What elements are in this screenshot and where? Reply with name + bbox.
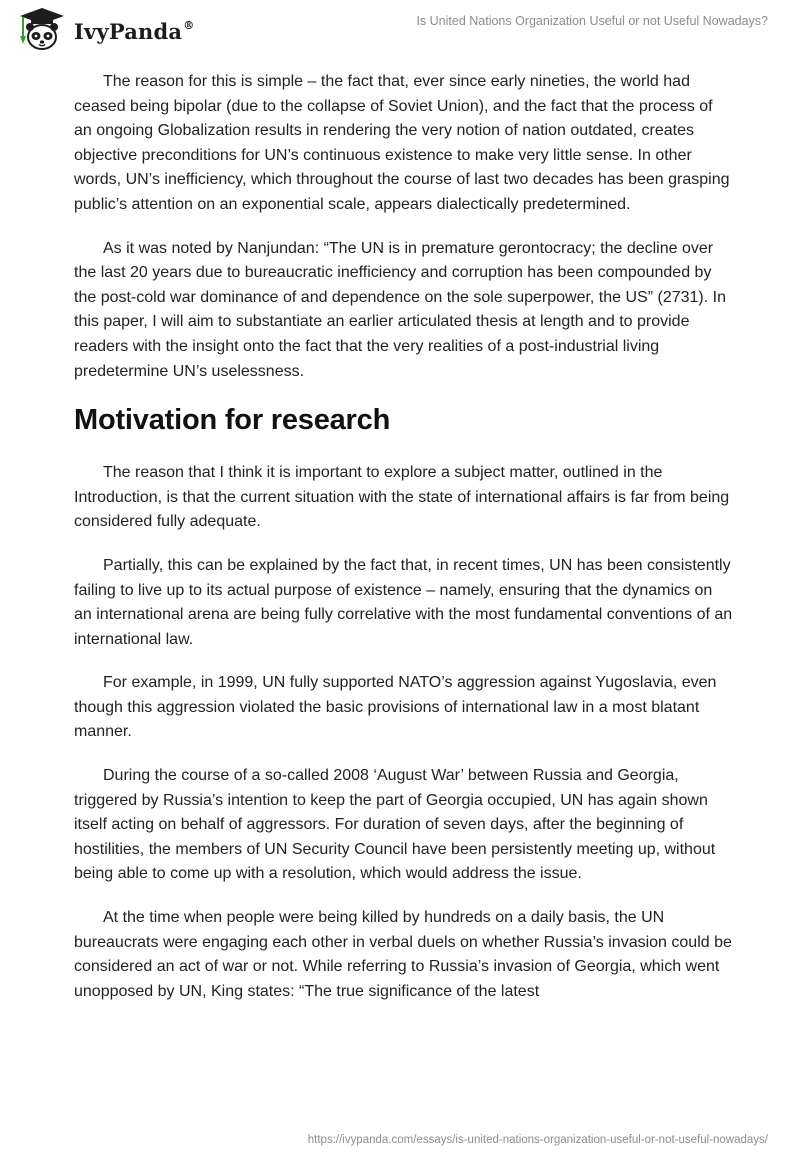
logo-text [74, 19, 194, 44]
page-header [0, 0, 800, 60]
panda-graduate-icon [12, 6, 72, 54]
paragraph: Partially, this can be explained by the fact that, in recent times, UN has been consistently failing to live up to its actual purpose of existence – namely, ensuring that the dynamics on an international arena are being fully correlative with the most fundamental conventions of an international law. [74, 556, 733, 648]
logo-name: IvyPanda [74, 18, 183, 44]
paragraph: The reason for this is simple – the fact that, ever since early nineties, the world had ceased being bipolar (due to the collapse of Soviet Union), and the fact that the process of an ongoing Globalization results in rendering the very notion of nation outdated, creates objective preconditions for UN’s continuous existence to make very little sense. In other words, UN’s inefficiency, which throughout the course of last two decades has been grasping public’s attention on an exponential scale, appears dialectically predetermined. [74, 73, 730, 213]
paragraph: For example, in 1999, UN fully supported NATO’s aggression against Yugoslavia, even though this aggression violated the basic provisions of international law in a most blatant manner. [74, 674, 717, 741]
paragraph: During the course of a so-called 2008 ‘August War’ between Russia and Georgia, triggered by Russia’s intention to keep the part of Georgia occupied, UN has again shown itself acting on behalf of aggressors. For duration of seven days, after the beginning of hostilities, the members of UN Security Council have been persistently meeting up, without being able to come up with a resolution, which would address the issue. [74, 767, 716, 883]
paragraph: At the time when people were being killed by hundreds on a daily basis, the UN bureaucrats were engaging each other in verbal duels on whether Russia’s invasion could be considered an act of war or not. While referring to Russia’s invasion of Georgia, which went unopposed by UN, King states: “The true significance of the latest [74, 909, 732, 1000]
essay-content [74, 70, 734, 1023]
document-title: Is United Nations Organization Useful or not Useful Nowadays? [416, 14, 768, 28]
section-heading: Motivation for research [74, 404, 391, 437]
registered-mark: ® [183, 18, 195, 32]
paragraph: The reason that I think it is important to explore a subject matter, outlined in the Introduction, is that the current situation with the state of international affairs is far from being considered fully adequate. [74, 464, 730, 531]
footer-url[interactable]: https://ivypanda.com/essays/is-united-nations-organization-useful-or-not-useful-nowadays/ [307, 1134, 768, 1146]
ivypanda-logo[interactable] [12, 6, 194, 54]
paragraph: As it was noted by Nanjundan: “The UN is in premature gerontocracy; the decline over the last 20 years due to bureaucratic inefficiency and corruption has been compounded by the post-cold war dominance of and dependence on the sole superpower, the US” (2731). In this paper, I will aim to substantiate an earlier articulated thesis at length and to provide readers with the insight onto the fact that the very realities of a post-industrial living predetermine UN’s uselessness. [74, 239, 726, 380]
